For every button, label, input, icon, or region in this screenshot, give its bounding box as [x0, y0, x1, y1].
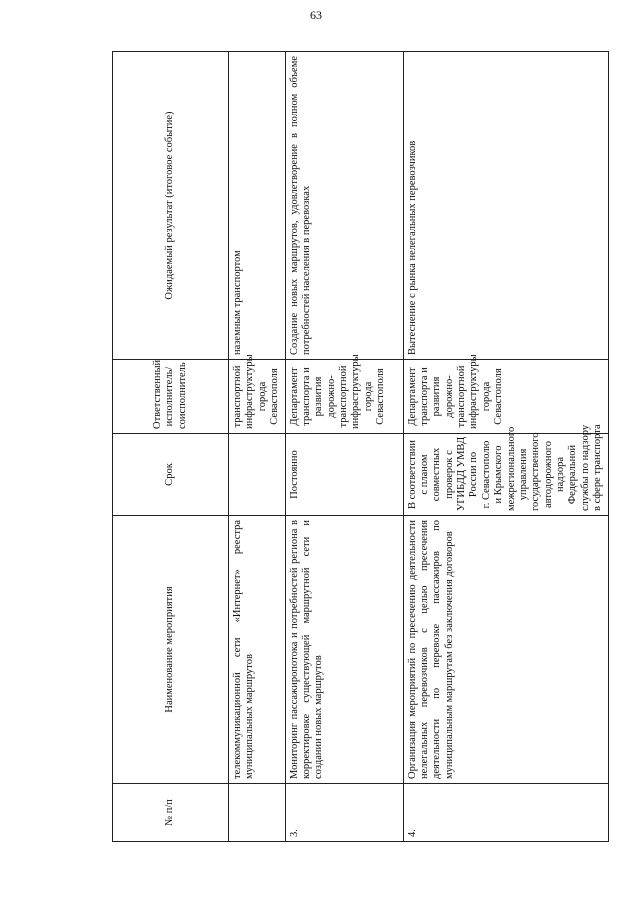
rotated-table-container	[112, 52, 604, 842]
term-line: государственного	[530, 432, 542, 511]
cell-no: 3.	[285, 784, 403, 842]
cell-name: телекоммуникационной сети «Интернет» реестра муниципальных маршрутов	[229, 516, 286, 784]
cell-name: Организация мероприятий по пресечению деятельности нелегальных перевозчиков с целью пресечения деятельности по перевозке пассажиров по муниципальным маршрутам без заключения договоров	[403, 516, 608, 784]
term-line: проверок с	[443, 450, 455, 499]
table-rotator	[112, 52, 604, 842]
cell-no	[229, 784, 286, 842]
term-line: совместных	[431, 447, 443, 502]
cell-result: наземным транспортом	[229, 52, 286, 360]
cell-term	[285, 434, 403, 516]
term-line: УГИБДД УМВД	[456, 436, 467, 511]
header-term: Срок	[113, 434, 229, 516]
cell-executor: Департамент транспорта и развития дорожно-транспортной инфраструктуры города Севастополя	[403, 360, 608, 434]
cell-term	[403, 424, 608, 516]
term-line: службы по надзору	[579, 424, 591, 511]
table-header-row	[113, 52, 229, 842]
header-name: Наименование мероприятия	[113, 516, 229, 784]
term-line: Федеральной	[567, 444, 579, 505]
cell-name: Мониторинг пассажиропотока и потребностей региона в корректировке существующей маршрутной сети и создании новых маршрутов	[285, 516, 403, 784]
header-no: № п/п	[113, 784, 229, 842]
cell-no: 4.	[403, 784, 608, 842]
cell-term	[229, 434, 286, 516]
cell-result: Создание новых маршрутов, удовлетворение в полном объеме потребностей населения в перевозках	[285, 52, 403, 360]
cell-executor: Департамент транспорта и развития дорожно-транспортной инфраструктуры города Севастополя	[285, 360, 403, 434]
table-row	[403, 52, 608, 842]
header-executor: Ответственный исполнитель/ соисполнитель	[113, 360, 229, 434]
term-line: России по	[468, 451, 480, 498]
term-line: с планом	[418, 454, 430, 495]
term-line: надзора	[555, 457, 566, 492]
table-row	[229, 52, 286, 842]
term-line: автодорожного	[542, 441, 554, 509]
term-line: г. Севастополю	[480, 440, 492, 509]
term-line: В соответствии	[406, 440, 418, 509]
term-line: в сфере транспорта	[592, 424, 604, 511]
term-line: Постоянно	[288, 450, 300, 499]
header-result: Ожидаемый результат (итоговое событие)	[113, 52, 229, 360]
cell-result: Вытеснение с рынка нелегальных перевозчиков	[403, 52, 608, 360]
term-line: и Крымского	[493, 445, 505, 504]
page-number: 63	[310, 8, 322, 22]
term-line: межрегионального	[505, 426, 517, 511]
term-line: управления	[517, 448, 529, 501]
measures-table	[112, 51, 609, 842]
table-row	[285, 52, 403, 842]
cell-executor: транспортной инфраструктуры города Севастополя	[229, 360, 286, 434]
